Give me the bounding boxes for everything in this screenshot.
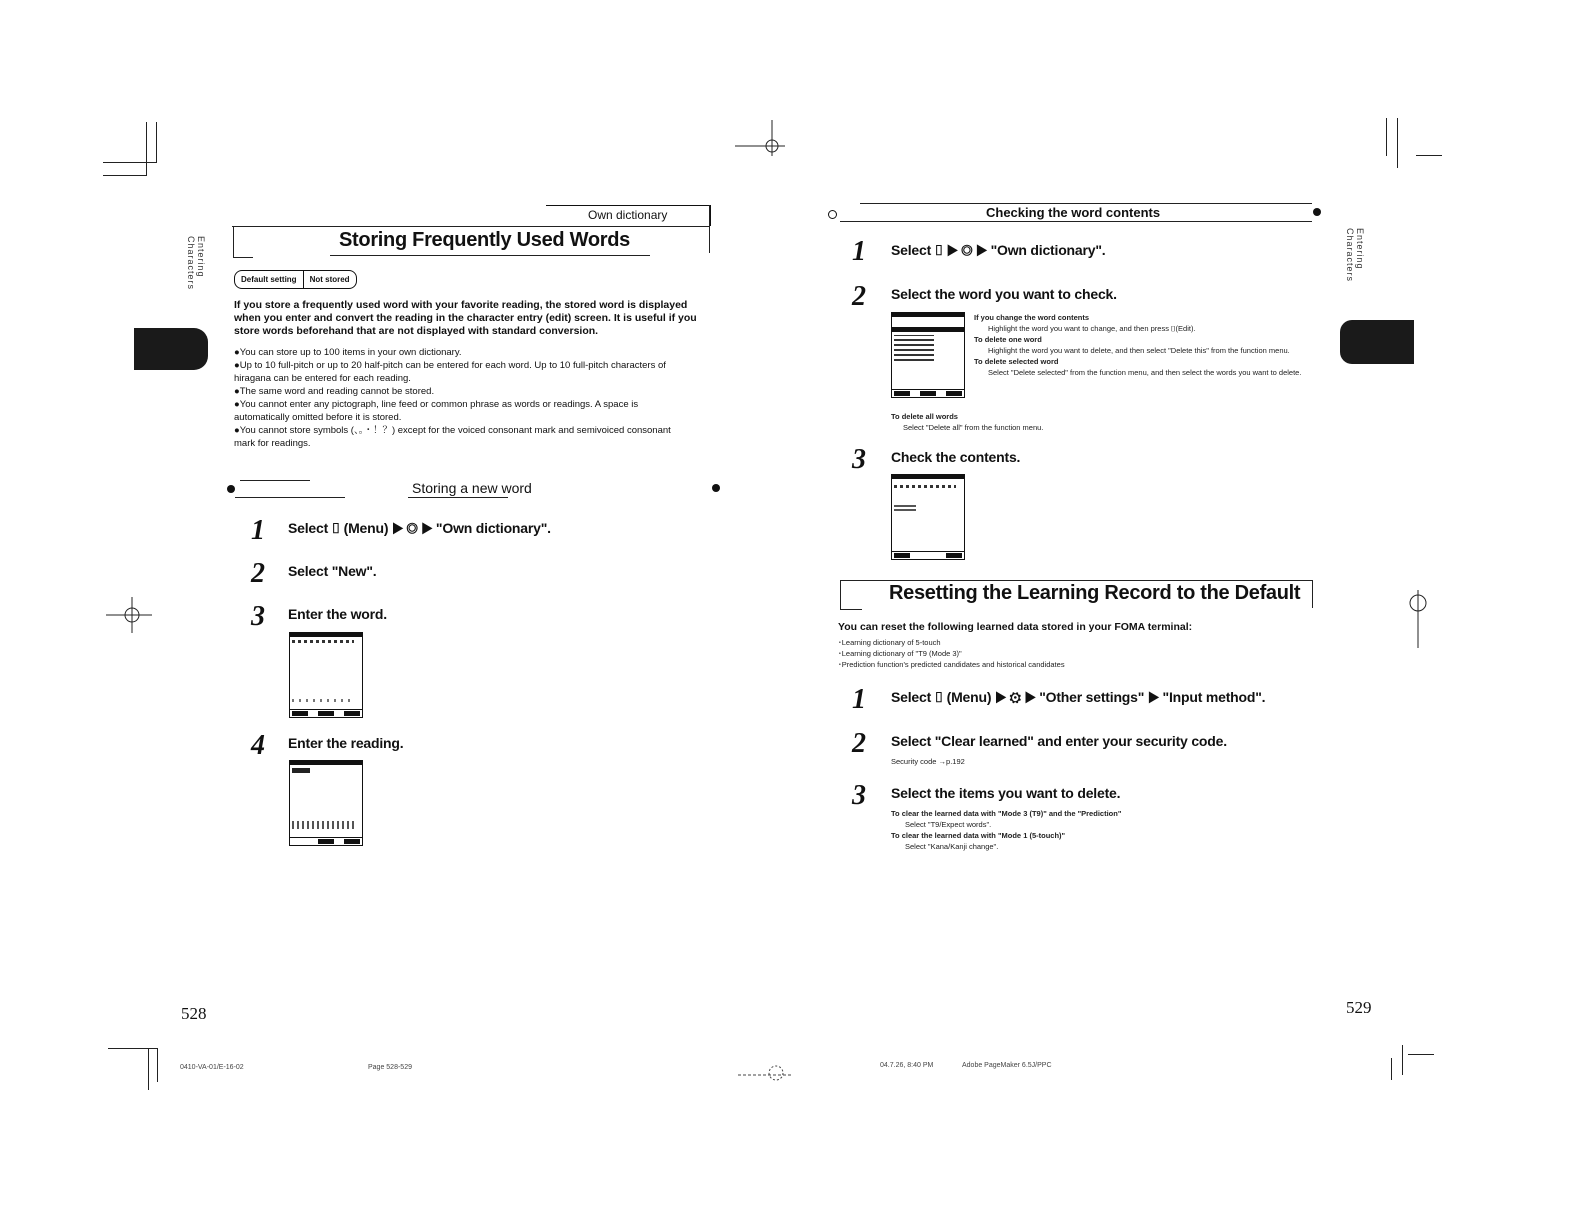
badge-value: Not stored <box>309 275 350 284</box>
step-text: Select ⌷ (Menu) ▶ ⚙ ▶ "Other settings" ▶ "Input method". <box>891 689 1266 705</box>
page-title-right: Resetting the Learning Record to the Default <box>889 582 1301 604</box>
subsection-title-right: Checking the word contents <box>986 205 1161 220</box>
note-heading: To delete all words <box>891 412 958 421</box>
step-number: 2 <box>852 728 866 759</box>
side-tab-label-right: Entering Characters <box>1345 228 1365 283</box>
step3-notes <box>891 808 1221 852</box>
page-number-right: 529 <box>1346 998 1372 1017</box>
step-text: Select the word you want to check. <box>891 286 1117 302</box>
list-item: ･Learning dictionary of 5-touch <box>838 638 941 647</box>
section-tag-label: Own dictionary <box>588 208 668 222</box>
footer-software: Adobe PageMaker 6.5J/PPC <box>962 1062 1052 1069</box>
note-heading: If you change the word contents <box>974 313 1090 322</box>
registration-mark-top <box>730 118 790 158</box>
note-heading: To delete selected word <box>974 357 1059 366</box>
step-text: Enter the reading. <box>288 735 404 751</box>
step-number: 2 <box>852 281 866 312</box>
list-item: ･Prediction function's predicted candidates and historical candidates <box>838 660 1065 669</box>
intro-paragraph-right: You can reset the following learned data stored in your FOMA terminal: <box>838 621 1193 633</box>
step-text: Select "New". <box>288 563 377 579</box>
badge-label: Default setting <box>241 275 297 284</box>
step-number: 3 <box>852 780 866 811</box>
footer-file-id: 0410-VA-01/E-16-02 <box>180 1064 244 1071</box>
title2-rule <box>840 580 1312 581</box>
bullet-list-left <box>234 346 694 450</box>
footer-timestamp: 04.7.26, 8:40 PM <box>880 1062 934 1069</box>
bullet-item: ●You cannot enter any pictograph, line feed or common phrase as words or readings. A space is automatically omitted before it is stored. <box>234 399 639 423</box>
side-tab-label-left: Entering Characters <box>186 236 206 291</box>
chapter-tab-left <box>134 328 208 370</box>
bullet-item: ●Up to 10 full-pitch or up to 20 half-pitch can be entered for each word. Up to 10 full-pitch characters of hiragana can be entered for each reading. <box>234 360 666 384</box>
step-number: 3 <box>852 444 866 475</box>
reset-list <box>838 637 1238 670</box>
security-code-note: Security code →p.192 <box>891 757 965 766</box>
bullet-item: ●You cannot store symbols (、。・！？) except for the voiced consonant mark and semivoiced consonant mark for readings. <box>234 425 671 449</box>
registration-mark-bottom <box>736 1055 796 1091</box>
step-number: 1 <box>852 236 866 267</box>
page-title-left: Storing Frequently Used Words <box>339 229 630 251</box>
step-number: 4 <box>251 730 265 761</box>
list-item: ･Learning dictionary of "T9 (Mode 3)" <box>838 649 962 658</box>
page-number-left: 528 <box>181 1004 207 1023</box>
step-number: 1 <box>852 684 866 715</box>
section-dot-icon <box>1313 208 1321 216</box>
note-heading: To clear the learned data with "Mode 1 (5-touch)" <box>891 831 1066 840</box>
note-body: Select "Delete selected" from the function menu, and then select the words you want to delete. <box>988 368 1302 377</box>
note-body: Select "T9/Expect words". <box>905 820 992 829</box>
step-text: Check the contents. <box>891 449 1021 465</box>
footer-page-range: Page 528-529 <box>368 1064 412 1071</box>
bullet-item: ●The same word and reading cannot be stored. <box>234 386 435 397</box>
default-setting-badge <box>234 270 357 289</box>
step-text: Select ⌷ ▶ ◎ ▶ "Own dictionary". <box>891 242 1106 258</box>
section-dot-icon <box>712 484 720 492</box>
step-number: 2 <box>251 558 265 589</box>
delete-all-note <box>891 411 1191 433</box>
registration-mark-left <box>104 595 154 635</box>
phone-screen-word-list <box>891 312 965 398</box>
note-body: Highlight the word you want to change, and then press ⌷(Edit). <box>988 324 1196 333</box>
step-text: Enter the word. <box>288 606 387 622</box>
bullet-item: ●You can store up to 100 items in your own dictionary. <box>234 347 462 358</box>
note-heading: To delete one word <box>974 335 1042 344</box>
intro-paragraph-left: If you store a frequently used word with your favorite reading, the stored word is displayed when you enter and convert the reading in the character entry (edit) screen. It is useful if you store words beforehand that are not displayed with standard conversion. <box>234 299 697 337</box>
note-body: Highlight the word you want to delete, and then select "Delete this" from the function menu. <box>988 346 1290 355</box>
step2-notes <box>974 312 1314 378</box>
registration-mark-right <box>1398 588 1438 650</box>
note-body: Select "Delete all" from the function menu. <box>903 423 1044 432</box>
step-text: Select ⌷ (Menu) ▶ ◎ ▶ "Own dictionary". <box>288 520 551 536</box>
step-text: Select the items you want to delete. <box>891 785 1121 801</box>
chapter-tab-right <box>1340 320 1414 364</box>
section-open-icon <box>828 210 837 219</box>
step-number: 1 <box>251 515 265 546</box>
note-body: Select "Kana/Kanji change". <box>905 842 999 851</box>
note-heading: To clear the learned data with "Mode 3 (T9)" and the "Prediction" <box>891 809 1122 818</box>
subsection-title-left: Storing a new word <box>412 480 532 496</box>
step-text: Select "Clear learned" and enter your security code. <box>891 733 1227 749</box>
step-number: 3 <box>251 601 265 632</box>
section-dot-icon <box>227 485 235 493</box>
phone-screen-word-detail <box>891 474 965 560</box>
phone-screen-enter-word <box>289 632 363 718</box>
phone-screen-enter-reading <box>289 760 363 846</box>
